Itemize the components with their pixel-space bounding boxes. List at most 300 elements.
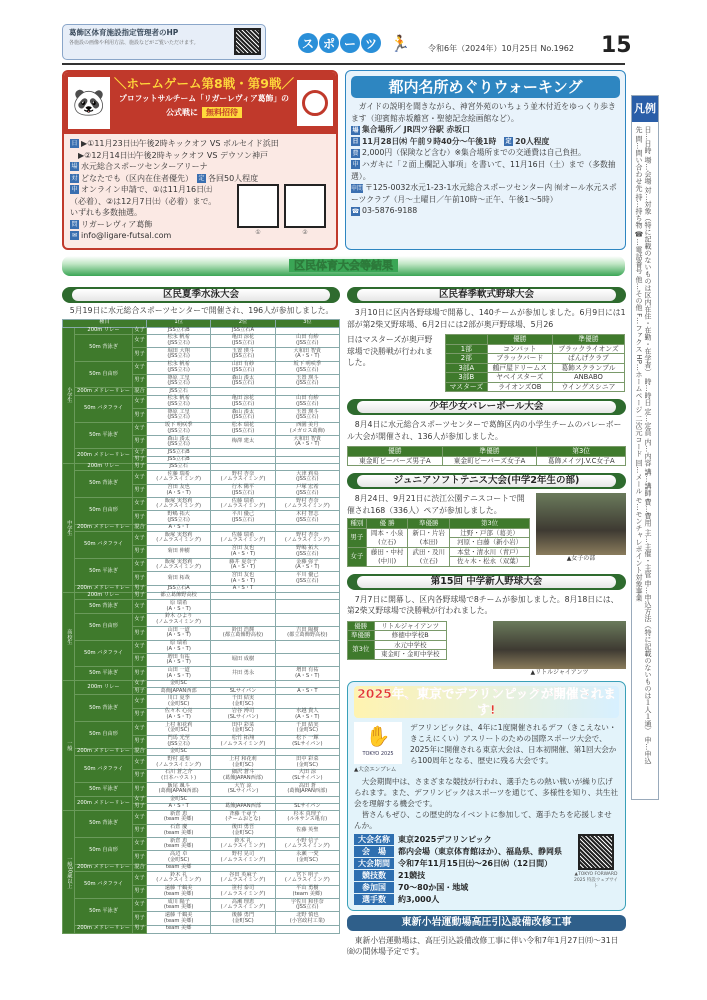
table-row [63, 449, 340, 456]
result-cell: team 美郷 [147, 925, 211, 933]
section-logo [298, 33, 381, 53]
col-header: 優勝 [348, 447, 443, 457]
result-cell: 亀田 涼花 (JSS立石) [211, 334, 275, 347]
event-cell: 200m リレー [75, 327, 133, 334]
division-cell: 3部A [446, 363, 488, 373]
fact-label: 参加国 [354, 882, 394, 893]
cell: 修徳中学校B [374, 631, 446, 641]
result-cell [211, 524, 275, 531]
result-cell: 菊田 柘哉 [147, 572, 211, 585]
result-cell: 永瀬 一愛 (金町SC) [275, 851, 339, 864]
gender-cell: 女子 [133, 872, 147, 885]
detail-text: 水元総合スポーツセンターアリーナ [81, 162, 208, 171]
result-cell [275, 456, 339, 463]
result-cell: 成川 陽子 (team 美郷) [147, 898, 211, 911]
detail-text: 20人程度 [515, 136, 550, 146]
table-row [63, 864, 340, 871]
page-number: 15 [601, 33, 632, 58]
result-cell: 松竹 拓翔 (ノムラスイミング) [211, 735, 275, 748]
detail-text: 03‐5876‐9188 [362, 206, 418, 216]
deaf-p2: 大会期間中は、さまざまな競技が行われ、選手たちの熱い戦いが繰り広げられます。また、デフリンピックはスポーツを通じて、多様性を知り、共生社会を理解する機会です。 [354, 776, 619, 808]
panda-mascot-icon: 🐼 [68, 77, 110, 129]
fact-value: 東京2025デフリンピック [398, 834, 492, 844]
event-cell: 50m 平泳ぎ [75, 898, 133, 925]
table-row [63, 667, 340, 680]
division-cell: 1部 [446, 344, 488, 354]
event-cell: 200m リレー [75, 680, 133, 695]
result-cell: 野村 遥梨 (ノムラスイミング) [147, 756, 211, 769]
result-cell: 木村 智志 (JSS立石) [275, 511, 339, 524]
cell: ブラックライオンズ [552, 344, 624, 354]
gender-cell: 女子 [134, 448, 145, 455]
game-detail-line [70, 161, 330, 173]
detail-text: ▶②12月14日㈯午後2時キックオフ VS デウソン神戸 [70, 150, 269, 160]
division-cell: 3部B [446, 373, 488, 383]
result-cell: 斉藤 千尋子 (チームおとな) [211, 811, 275, 824]
emblem-icon: ✋ TOKYO 2025 [354, 722, 402, 764]
gender-cell: 男子 [133, 627, 147, 640]
result-cell: 都立葛飾野高校 [147, 593, 211, 600]
table-row [63, 422, 340, 435]
qr-label: ① [255, 229, 261, 236]
tennis-photo [536, 493, 626, 555]
cell: 東金町ビーバーズ女子A [442, 456, 537, 466]
hp-info-box [62, 24, 266, 60]
baseball-text-1: 3月10日に区内各野球場で開幕し、140チームが参加しました。6月9日には1部が第2柴又野球場、6月2日には2部が奥戸野球場、5月26 [347, 308, 626, 329]
walk-detail-line [351, 182, 620, 205]
category-cell: 一般30歳以上 [63, 811, 75, 933]
table-row [63, 498, 340, 511]
result-cell: 野村 晃司 (ノムラスイミング) [211, 851, 275, 864]
walk-detail-line [351, 124, 620, 136]
table-row [348, 621, 447, 631]
game-subtitle-2: 公式戦に [166, 108, 198, 117]
result-cell: 飯塚 実悠莉 (ノムラスイミング) [147, 532, 211, 545]
fact-label: 大会名称 [354, 834, 394, 845]
logo-char: ー [340, 33, 360, 53]
result-cell: 谷田 英麻子 (ノムラスイミング) [211, 872, 275, 885]
baseball-text-2: 日はマスターズが奥戸野球場で決勝戦が行われました。 [347, 335, 433, 367]
event-cell: 50m 自由形 [75, 361, 133, 388]
fact-value: 70～80か国・地域 [398, 882, 469, 892]
result-cell: 増田 有祐 (A・S・T) [147, 654, 211, 667]
runner-icon: 🏃 [390, 34, 410, 53]
volley-section-header [347, 399, 626, 415]
gender-cell: 混合 [134, 864, 145, 871]
volley-results-table [347, 446, 626, 466]
logo-char: ポ [319, 33, 339, 53]
result-cell: 藤井 夏奈子 (A・S・T) [211, 559, 275, 572]
result-cell: JSS立石A [147, 585, 211, 592]
qr-label: ② [302, 229, 308, 236]
detail-icon: 日 [71, 140, 78, 147]
event-cell: 50m 自由形 [75, 722, 133, 749]
table-row [63, 680, 340, 687]
gender-cell: 女子 [133, 532, 147, 545]
gender-cell: 男子 [134, 925, 145, 932]
result-cell: 行木 陽平 (JSS立石) [211, 484, 275, 497]
table-row [63, 925, 340, 933]
table-row [63, 695, 340, 708]
gender-cell: 男子 [133, 409, 147, 422]
event-cell: 200m リレー [75, 463, 133, 470]
gender-cell: 女子 [133, 811, 147, 824]
result-cell: 篠原 工皇 (JSS立石) [147, 375, 211, 388]
event-cell: 50m 背泳ぎ [75, 811, 133, 838]
result-cell: 平川 優己 (JSS立石) [275, 572, 339, 585]
gender-cell: 男子 [133, 912, 147, 925]
result-cell: JSS立石B [147, 449, 211, 456]
detail-icon: 申問 [351, 184, 364, 192]
qr-code-icon[interactable] [578, 834, 614, 870]
cell: 水元中学校 [374, 640, 446, 650]
result-cell: 平山 勇樹 (team 美郷) [275, 885, 339, 898]
result-cell: JSS立石B [147, 456, 211, 463]
cell: 辻野・戸部（葛美） [450, 528, 530, 538]
result-cell: 梅澤 建太 [211, 435, 275, 448]
result-cell: 飯尾 颯斗 (葛飾JAPAN西部) [147, 783, 211, 796]
gender-cell: 女子 [133, 600, 147, 613]
header-row [446, 335, 625, 345]
gender-cell: 女子 [133, 471, 147, 484]
result-cell: 石川 蒼之介 (日本ハウスト) [147, 769, 211, 782]
event-cell: 50m 背泳ぎ [75, 471, 133, 498]
detail-text: 〒125‐0032水元1‐23‐1水元総合スポーツセンター内 ㈲オール水元スポーツクラブ（月～土曜日／午前10時～正午、午後1～5時） [351, 183, 617, 204]
cell: ヤベイスターズ [487, 373, 552, 383]
table-row [446, 363, 625, 373]
event-cell: 50m 平泳ぎ [75, 783, 133, 796]
result-cell: 井田 勇永 [211, 667, 275, 680]
col-header: 優勝 [487, 335, 552, 345]
event-cell: 50m バタフライ [75, 532, 133, 559]
volley-title: 少年少女バレーボール大会 [357, 401, 616, 413]
result-cell: 佐藤 瑞希 (ノムラスイミング) [211, 532, 275, 545]
detail-text: 各回50人程度 [208, 173, 259, 183]
result-cell: A・S・T [147, 524, 211, 531]
result-cell: 金町SC [147, 796, 211, 803]
detail-icon: ☎ [351, 207, 360, 215]
cell: 葛飾スクランブル [552, 363, 624, 373]
result-cell: 宮下 明子 (ノムラスイミング) [275, 872, 339, 885]
result-cell: 森山 湊太 (JSS立石) [211, 375, 275, 388]
gender-cell: 女子 [134, 326, 145, 333]
col-header: 準優勝 [552, 335, 624, 345]
event-cell: 200m メドレーリレー [75, 524, 133, 531]
detail-text: オンライン申請で、①は11月16日㈯（必着）、②は12月7日㈯（必着）まで。いずれも多数抽選。 [70, 185, 217, 217]
gender-cell: 女子 [133, 395, 147, 408]
result-cell: 野村 杏奈 (ノムラスイミング) [275, 498, 339, 511]
category-cell: 高校生 [63, 593, 75, 681]
qr-code-2[interactable] [284, 184, 326, 236]
qr-code-icon[interactable] [234, 28, 261, 55]
fact-row [354, 882, 569, 893]
deaf-p1: デフリンピックは、4年に1度開催されるデフ（きこえない・きこえにくい）アスリートのための国際スポーツ大会で、2025年に開催される東京大会は、日本初開催、第1回大会から100周年となる、歴史に残る大会です。 [410, 722, 617, 766]
detail-icon: 定 [505, 138, 512, 146]
result-cell: 平川 優己 (JSS立石) [211, 511, 275, 524]
results-banner [62, 256, 625, 276]
deaflympics-box [347, 681, 626, 911]
event-cell: 50m 背泳ぎ [75, 600, 133, 613]
baseball-section-header [347, 287, 626, 303]
table-row [63, 361, 340, 374]
cell: 葛飾メイツJ.V.C女子A [537, 456, 626, 466]
gender-cell: 男子 [133, 572, 147, 585]
result-cell: 野村 杏奈 (ノムラスイミング) [211, 471, 275, 484]
notice-text: 東新小岩運動場は、高圧引込設備改修工事に伴い令和7年1月27日㈪～31日㈮の間休場予定です。 [347, 935, 619, 957]
result-cell [275, 600, 339, 613]
result-cell: 山田 一道 (A・S・T) [147, 667, 211, 680]
gender-cell: 女子 [348, 547, 367, 566]
result-cell: 鈴木 礼 (ノムラスイミング) [211, 838, 275, 851]
event-cell: 50m バタフライ [75, 756, 133, 783]
result-cell [275, 640, 339, 653]
result-cell: 堀田 成樹 [211, 654, 275, 667]
result-cell: 川口 夏季 (金町SC) [147, 695, 211, 708]
table-row [63, 838, 340, 851]
event-cell: 200m メドレーリレー [75, 796, 133, 811]
cell: ウイングスシニア [552, 382, 624, 392]
category-cell: 一般 [63, 680, 75, 810]
result-cell: 佐藤 瑞希 (ノムラスイミング) [147, 471, 211, 484]
gender-cell: 男子 [133, 783, 147, 796]
col-header: 第3位 [450, 519, 530, 529]
result-cell: 高田 蒼 (葛飾JAPAN西部) [275, 783, 339, 796]
result-cell: 北野 慎也 (小宮政村工業) [275, 912, 339, 925]
col-header: 種目 [63, 319, 147, 327]
table-row [63, 756, 340, 769]
gender-cell: 女子 [133, 640, 147, 653]
gender-cell: 男子 [133, 511, 147, 524]
detail-text: ▶①11月23日㈯午後2時キックオフ VS ボルセイド浜田 [81, 139, 279, 148]
table-row [348, 631, 447, 641]
gender-cell: 女子 [133, 422, 147, 435]
result-cell [275, 864, 339, 871]
game-subtitle: プロフットサルチーム「リガーレヴィア葛飾」の [119, 94, 289, 103]
result-cell: 野村 杏奈 (ノムラスイミング) [275, 532, 339, 545]
result-cell: 佐々木 心亮 (A・S・T) [147, 708, 211, 721]
gender-cell: 男子 [133, 708, 147, 721]
table-row [63, 898, 340, 911]
detail-text: ハガキに「２面上欄記入事項」を書いて、11月16日（土）まで（多数抽選）。 [351, 159, 616, 181]
cell: ぱんげクラブ [552, 354, 624, 364]
walking-box [345, 70, 626, 250]
result-cell: 森山 湊太 (JSS立石) [147, 435, 211, 448]
table-row [63, 872, 340, 885]
gender-cell: 女子 [133, 756, 147, 769]
fact-row [354, 894, 569, 905]
detail-icon: 申 [352, 161, 359, 169]
walk-detail-line [351, 205, 620, 217]
result-cell [211, 680, 275, 687]
result-cell [211, 449, 275, 456]
walk-detail-line [351, 136, 620, 148]
legend-title: 凡例 [632, 96, 658, 122]
jbaseball-section-header [347, 574, 626, 590]
tennis-results-table [347, 518, 530, 567]
tennis-photo-caption: ▲女子の部 [566, 555, 596, 562]
table-row [63, 395, 340, 408]
result-cell: 新倉 恵 (team 美郷) [147, 811, 211, 824]
gender-cell: 男子 [134, 687, 145, 694]
game-detail-line [70, 138, 330, 150]
qr-code-1[interactable] [237, 184, 279, 236]
col-header: 優 勝 [366, 519, 408, 529]
fact-row [354, 834, 569, 845]
gender-cell: 混合 [134, 524, 145, 531]
swim-section-header [62, 287, 340, 303]
result-cell: JSS立石 [147, 463, 211, 470]
result-cell: 原 瑞希 (A・S・T) [147, 600, 211, 613]
result-cell: A・S・T [211, 585, 275, 592]
result-cell: 堀田 大翔 (JSS立石) [147, 348, 211, 361]
result-cell: 後田 勇吾 (金町SC) [211, 824, 275, 837]
event-cell: 200m リレー [75, 593, 133, 600]
team-crest-icon [297, 80, 333, 126]
gender-cell: 女子 [134, 795, 145, 802]
result-cell: JSS立石B [147, 327, 211, 334]
result-cell: 大津 莉央 (JSS立石) [275, 471, 339, 484]
result-cell: 鈴木 礼 (ノムラスイミング) [147, 872, 211, 885]
result-cell: 松永 帆希 (JSS立石) [147, 361, 211, 374]
table-row [63, 811, 340, 824]
gender-cell: 混合 [134, 748, 145, 755]
result-cell: 千田 結実 (金町SC) [211, 695, 275, 708]
right-column [347, 287, 626, 958]
table-row [348, 528, 530, 538]
fact-value: 都内会場（東京体育館ほか）、福島県、静岡県 [398, 846, 562, 856]
detail-icon: 場 [71, 163, 78, 170]
emblem-caption: ▲大会エンブレム [354, 766, 397, 773]
category-cell: 中学生 [63, 463, 75, 592]
fact-value: 21競技 [398, 870, 426, 880]
gender-cell: 男子 [133, 851, 147, 864]
event-cell: 50m 背泳ぎ [75, 334, 133, 361]
detail-icon: 日 [352, 138, 359, 146]
gender-cell: 女子 [133, 722, 147, 735]
result-cell: 笹村 泰司 (ノムラスイミング) [211, 885, 275, 898]
result-cell: 松永 帆希 (JSS立石) [147, 395, 211, 408]
cell: 河原・白藤（新小岩） [450, 538, 530, 548]
gender-cell: 男子 [134, 585, 145, 592]
result-cell: 亀田 涼花 (JSS立石) [211, 395, 275, 408]
result-cell: 高辺 卓 (金町SC) [147, 851, 211, 864]
result-cell [275, 524, 339, 531]
table-row [63, 334, 340, 347]
gender-cell: 女子 [133, 334, 147, 347]
table-row [63, 600, 340, 613]
result-cell: 鈴木 ひより (ノムラスイミング) [147, 613, 211, 626]
cell: コンバット [487, 344, 552, 354]
baseball-title: 区民春季軟式野球大会 [357, 289, 616, 301]
gender-cell: 男子 [133, 769, 147, 782]
result-cell [211, 613, 275, 626]
result-cell: 上村 和花莉 (金町SC) [147, 722, 211, 735]
detail-icon: 問 [71, 220, 78, 228]
result-cell: 坂下 明咲季 (JSS立石) [147, 422, 211, 435]
gender-cell: 男子 [133, 435, 147, 448]
free-invite-badge: 無料招待 [202, 107, 242, 118]
gender-cell: 男子 [133, 654, 147, 667]
team-photo-caption: ▲リトルジャイアンツ [530, 668, 589, 676]
results-banner-title: 区民体育大会等結果 [289, 259, 398, 272]
fact-value: 約3,000人 [398, 894, 440, 904]
rank-cell: 優勝 [348, 621, 375, 631]
result-cell: 水越 貴人 (A・S・T) [275, 708, 339, 721]
gender-cell: 男子 [133, 824, 147, 837]
result-cell: 宇佐川 和佳奈 (JSS立石) [275, 898, 339, 911]
gender-cell: 女子 [134, 680, 145, 687]
result-cell [275, 613, 339, 626]
result-cell [211, 864, 275, 871]
gender-cell: 女子 [133, 695, 147, 708]
detail-text: 11月28日㈭ 午前９時40分～午後1時 [362, 136, 505, 146]
result-cell [211, 593, 275, 600]
table-row [446, 354, 625, 364]
game-detail-line [70, 184, 220, 219]
cell: ライオンズOB [487, 382, 552, 392]
result-cell: 金町SC [147, 749, 211, 756]
col-header: 第3位 [537, 447, 626, 457]
header-row [348, 519, 530, 529]
result-cell [211, 640, 275, 653]
tennis-section-header [347, 473, 626, 489]
cell: 東金町・金町中学校 [374, 650, 446, 660]
cell: 東金町ビーバーズ男子A [348, 456, 443, 466]
table-row [63, 463, 340, 470]
gender-cell: 男子 [133, 348, 147, 361]
left-column [62, 287, 340, 934]
result-cell: 原 瑞希 (A・S・T) [147, 640, 211, 653]
detail-text: どなたでも（区内在住者優先） [81, 173, 189, 183]
table-row [446, 373, 625, 383]
table-row [63, 640, 340, 653]
walk-detail-line [351, 159, 620, 182]
result-cell: 杉本 真理子 (ルネサンス亀有) [275, 811, 339, 824]
detail-icon: ✉ [71, 232, 78, 239]
gender-cell: 男子 [133, 545, 147, 558]
result-cell: 小野 信子 (ノムラスイミング) [275, 838, 339, 851]
event-cell: 200m メドレーリレー [75, 749, 133, 756]
team-photo [493, 621, 626, 669]
category-cell: 小学生 [63, 327, 75, 463]
fact-row [354, 846, 569, 857]
result-cell: 増田 有祐 (A・S・T) [275, 667, 339, 680]
qr-caption: ▲TOKYO FORWARD 2025 特設ウェブサイト [574, 871, 618, 889]
detail-icon: 場 [352, 126, 359, 134]
result-cell: 吉田 陽樹 (都立葛飾野高校) [275, 627, 339, 640]
event-cell: 200m メドレーリレー [75, 449, 133, 464]
baseball-results-table [445, 334, 625, 392]
line-gap [189, 174, 197, 183]
result-cell: 後藤 勇門 (金町SC) [211, 912, 275, 925]
fact-label: 選手数 [354, 894, 394, 905]
table-row [63, 613, 340, 626]
result-cell: 玉置 瑛斗 (JSS立石) [275, 409, 339, 422]
event-cell: 50m 平泳ぎ [75, 667, 133, 680]
gender-cell: 女子 [133, 613, 147, 626]
col-header: 1位 [147, 319, 211, 327]
gender-cell: 男子 [133, 735, 147, 748]
swim-title: 区民夏季水泳大会 [72, 289, 330, 301]
cell: 鶴戸屋ドリームス [487, 363, 552, 373]
swim-text: 5月19日に水元総合スポーツセンターで開催され、196人が参加しました。 [62, 306, 334, 315]
result-cell: 玉置 瑛斗 (JSS立石) [275, 375, 339, 388]
result-cell: 飯塚 実悠莉 (ノムラスイミング) [147, 559, 211, 572]
result-cell: 山田 有紗 (JSS立石) [211, 361, 275, 374]
rank-cell: 準優勝 [348, 631, 375, 641]
gender-cell: 女子 [133, 559, 147, 572]
home-game-box [62, 70, 338, 250]
